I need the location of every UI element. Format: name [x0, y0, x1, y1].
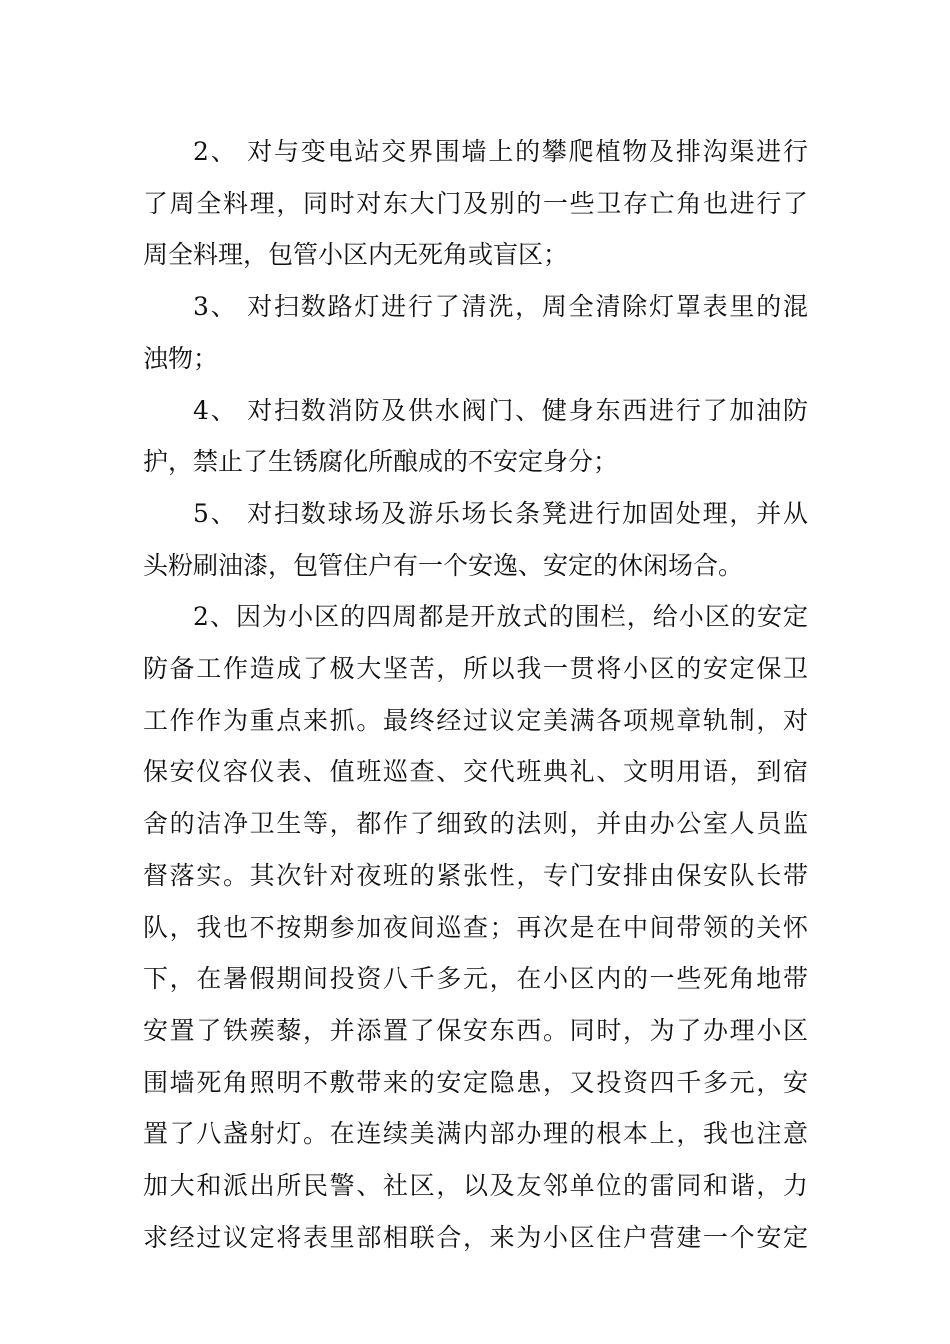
- text-line: 工作作为重点来抓。最终经过议定美满各项规章轨制，对: [143, 705, 808, 735]
- paragraph-2: [143, 281, 808, 384]
- text-line: 督落实。其次针对夜班的紧张性，专门安排由保安队长带: [143, 860, 808, 890]
- text-line: 队，我也不按期参加夜间巡查；再次是在中间带领的关怀: [143, 912, 808, 942]
- text-line: 4、 对扫数消防及供水阀门、健身东西进行了加油防: [193, 395, 808, 425]
- text-line: 安置了铁蒺藜，并添置了保安东西。同时，为了办理小区: [143, 1015, 808, 1045]
- text-line: 置了八盏射灯。在连续美满内部办理的根本上，我也注意: [143, 1119, 808, 1149]
- text-line: 2、因为小区的四周都是开放式的围栏，给小区的安定: [193, 602, 808, 632]
- text-line: 头粉刷油漆，包管住户有一个安逸、安定的休闲场合。: [143, 550, 744, 580]
- text-line: 3、 对扫数路灯进行了清洗，周全清除灯罩表里的混: [193, 292, 808, 322]
- text-line: 2、 对与变电站交界围墙上的攀爬植物及排沟渠进行: [193, 137, 808, 166]
- text-line: 护，禁止了生锈腐化所酿成的不安定身分；: [143, 447, 619, 477]
- text-line: 周全料理，包管小区内无死角或盲区；: [143, 240, 569, 270]
- text-line: 5、 对扫数球场及游乐场长条凳进行加固处理，并从: [193, 498, 808, 528]
- text-line: 下，在暑假期间投资八千多元，在小区内的一些死角地带: [143, 964, 808, 994]
- text-line: 围墙死角照明不敷带来的安定隐患，又投资四千多元，安: [143, 1067, 808, 1097]
- text-line: 加大和派出所民警、社区，以及友邻单位的雷同和谐，力: [143, 1171, 808, 1201]
- text-line: 保安仪容仪表、值班巡查、交代班典礼、文明用语，到宿: [143, 757, 808, 787]
- document-body: [143, 126, 808, 1263]
- paragraph-4: [143, 488, 808, 591]
- paragraph-5: [143, 591, 808, 1263]
- paragraph-3: [143, 385, 808, 488]
- text-line: 求经过议定将表里部相联合，来为小区住户营建一个安定: [143, 1222, 808, 1252]
- text-line: 舍的洁净卫生等，都作了细致的法则，并由办公室人员监: [143, 809, 808, 839]
- paragraph-1: [143, 126, 808, 281]
- text-line: 了周全料理，同时对东大门及别的一些卫存亡角也进行了: [143, 188, 808, 218]
- text-line: 浊物；: [143, 343, 219, 373]
- text-line: 防备工作造成了极大坚苦，所以我一贯将小区的安定保卫: [143, 654, 808, 684]
